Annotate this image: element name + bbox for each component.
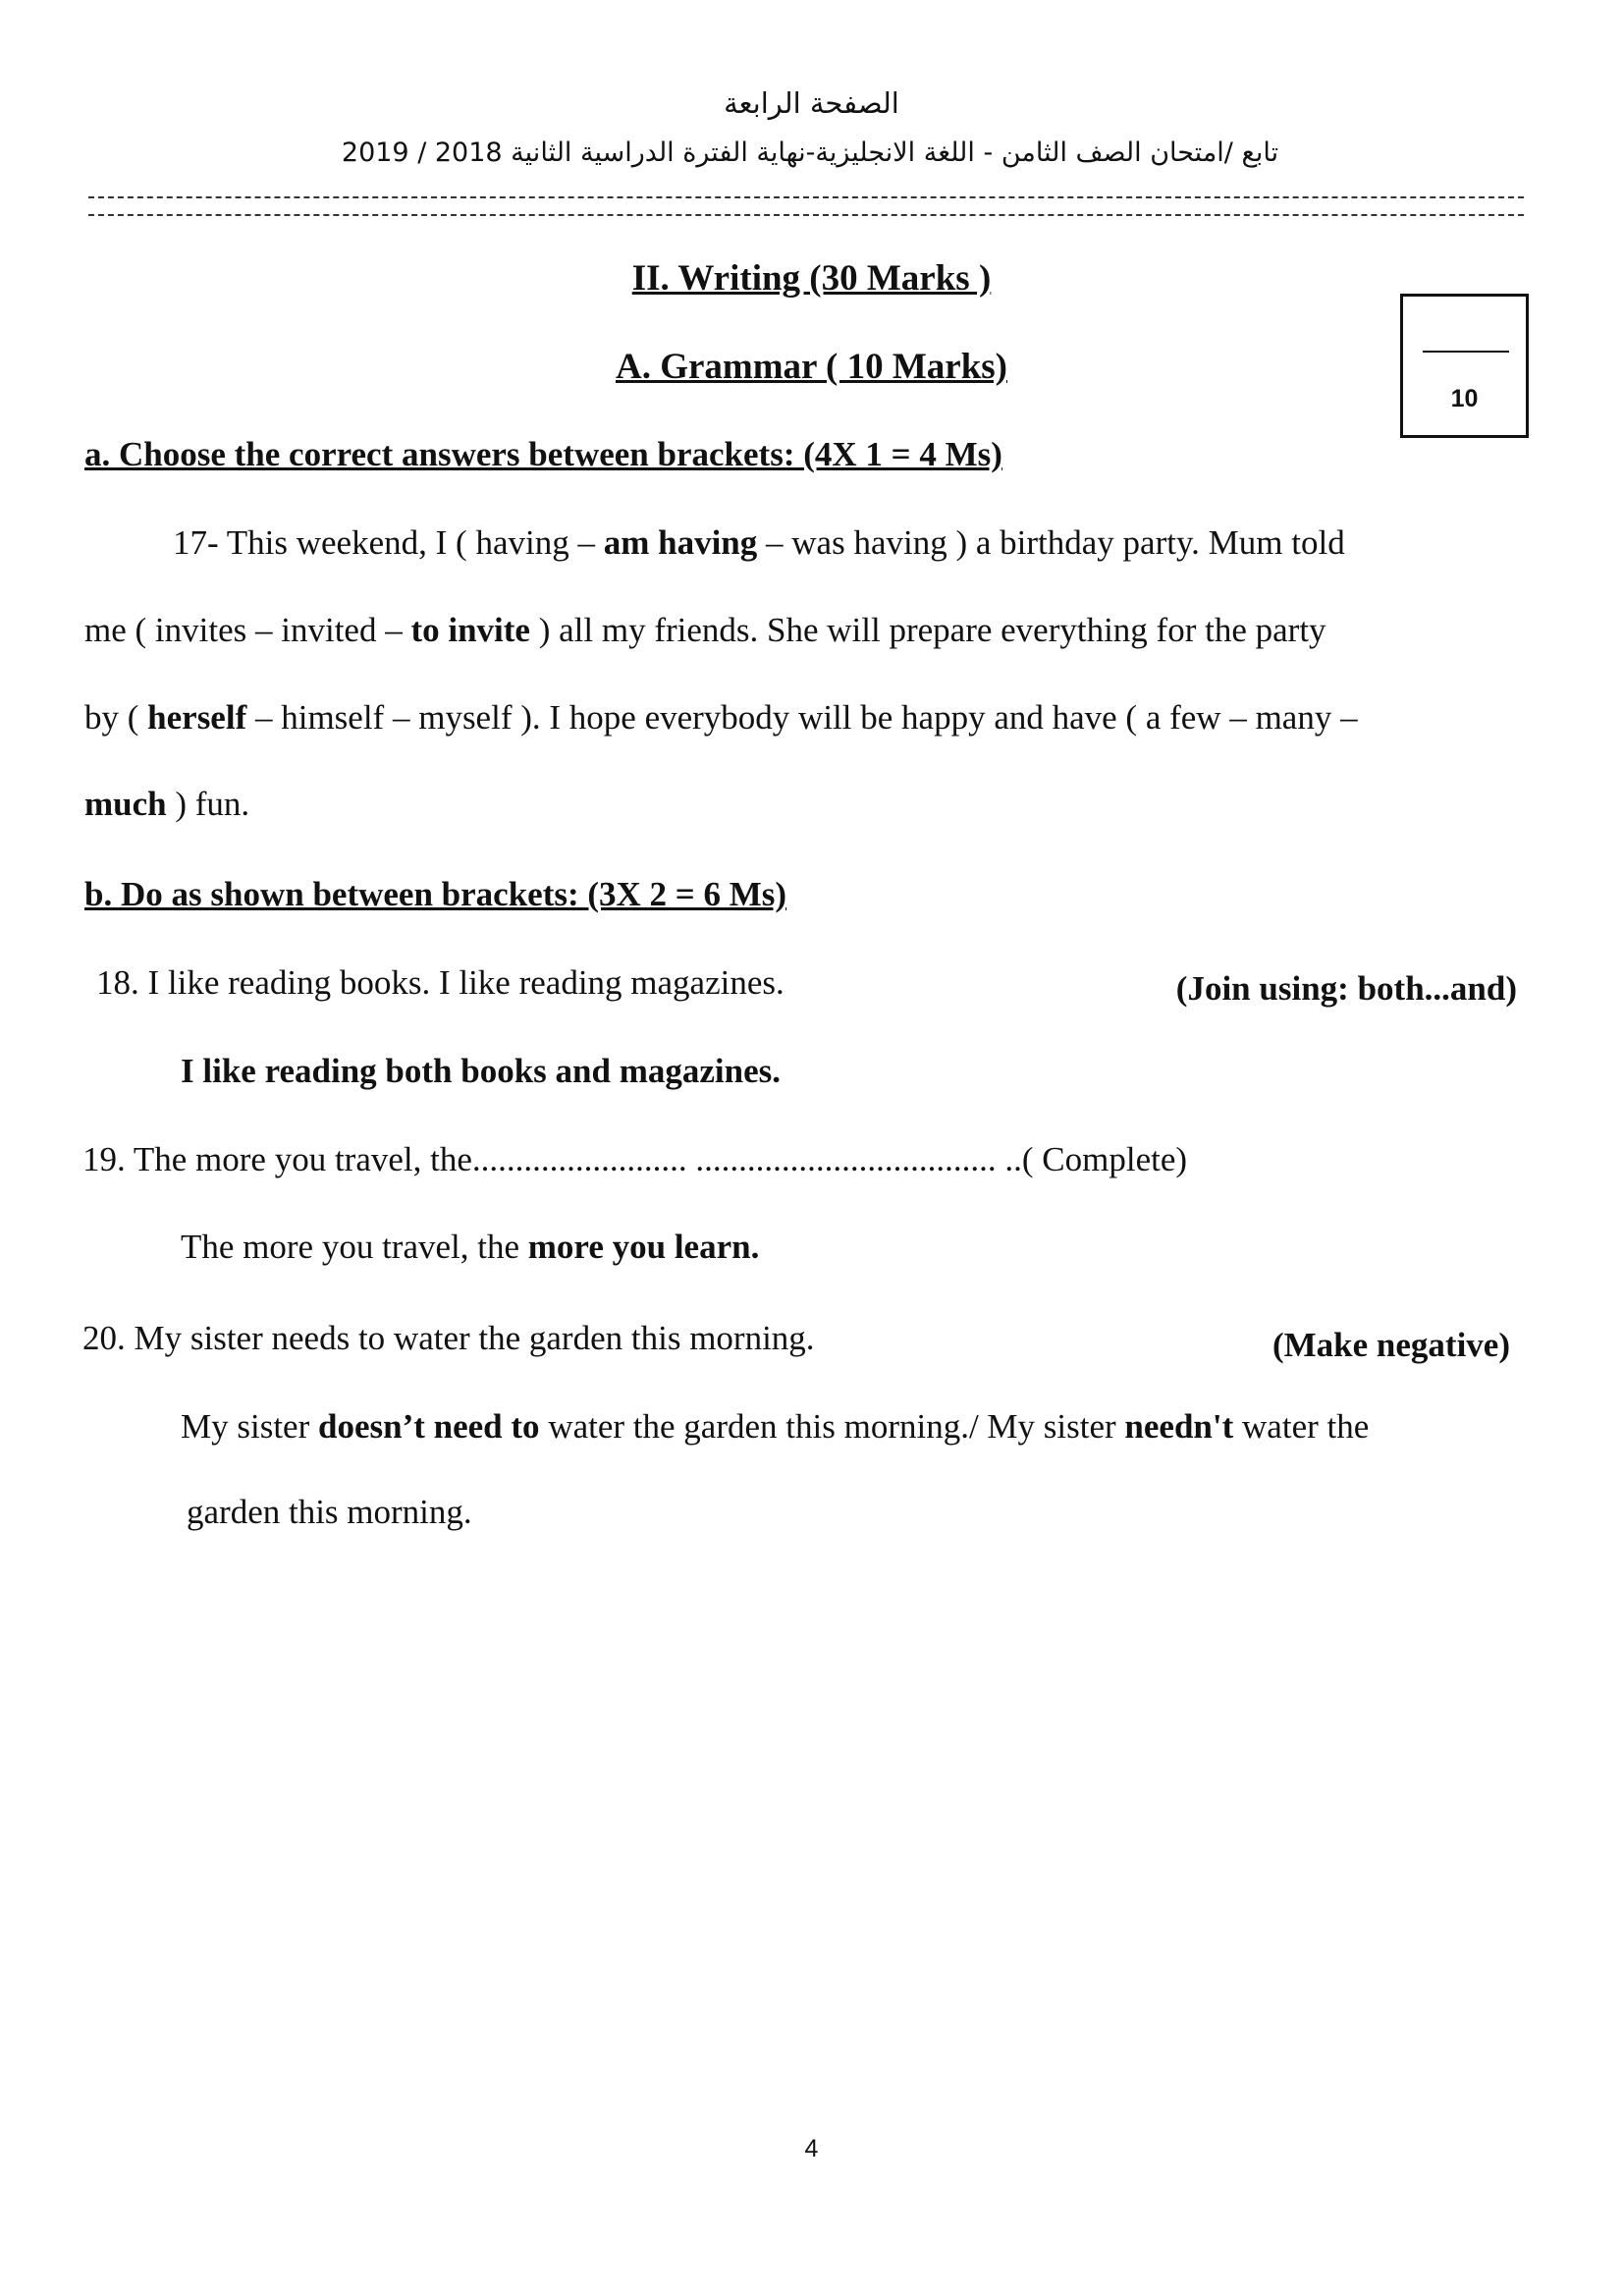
page-title-arabic: الصفحة الرابعة: [724, 86, 899, 120]
q17-answer-3: herself: [147, 698, 247, 737]
q20-question: 20. My sister needs to water the garden this morning.: [82, 1319, 815, 1357]
q17-answer-2: to invite: [410, 611, 530, 649]
q19-answer-text: The more you travel, the: [181, 1228, 528, 1266]
q17-text: by (: [84, 698, 148, 737]
q17-answer-4: much: [84, 785, 167, 823]
marks-box: [1400, 294, 1529, 438]
q17-text: ) fun.: [166, 785, 250, 823]
q20-answer-text: water the garden this morning./ My sister: [539, 1407, 1125, 1446]
q20-answer-text: water the: [1233, 1407, 1370, 1446]
q17-line-3: [84, 698, 1358, 738]
part-b-heading: b. Do as shown between brackets: (3X 2 = 6 Ms): [84, 875, 787, 913]
q17-line-4: [84, 785, 249, 824]
section-subtitle: A. Grammar ( 10 Marks): [615, 347, 1008, 387]
q17-text: ) all my friends. She will prepare everything for the party: [529, 611, 1326, 649]
q17-line-2: [84, 611, 1326, 650]
q20-answer-key-2: needn't: [1124, 1407, 1234, 1446]
exam-info-arabic: تابع /امتحان الصف الثامن - اللغة الانجليزية-نهاية الفترة الدراسية الثانية 2018 / 2019: [341, 137, 1279, 168]
q19-answer-key: more you learn.: [527, 1228, 760, 1266]
q17-answer-1: am having: [603, 523, 758, 562]
q20-answer-line-2: garden this morning.: [187, 1493, 472, 1531]
q20-answer-text: My sister: [181, 1407, 318, 1446]
q17-text: – was having ) a birthday party. Mum told: [757, 523, 1345, 562]
q18-question: 18. I like reading books. I like reading magazines.: [96, 963, 784, 1002]
header-separator: [88, 196, 1524, 216]
marks-total: 10: [1450, 385, 1479, 412]
q17-text: 17- This weekend, I ( having –: [173, 523, 604, 562]
page-number: 4: [804, 2135, 819, 2162]
q18-answer: I like reading both books and magazines.: [181, 1052, 782, 1090]
marks-score-line: [1423, 351, 1509, 353]
q20-instruction: (Make negative): [1271, 1326, 1510, 1364]
part-a-heading: a. Choose the correct answers between brackets: (4X 1 = 4 Ms): [84, 435, 1002, 473]
q18-instruction: (Join using: both...and): [1175, 969, 1517, 1008]
q17-text: me ( invites – invited –: [84, 611, 411, 649]
q17-text: – himself – myself ). I hope everybody will be happy and have ( a few – many –: [246, 698, 1358, 737]
q17-line-1: [173, 523, 1345, 563]
q20-answer-key-1: doesn’t need to: [318, 1407, 540, 1446]
q20-answer-line-1: [181, 1407, 1369, 1447]
section-title: II. Writing (30 Marks ): [631, 258, 992, 299]
q19-answer: [181, 1228, 759, 1267]
q19-question: 19. The more you travel, the......................... ................................... ..( Complete): [82, 1140, 1188, 1178]
